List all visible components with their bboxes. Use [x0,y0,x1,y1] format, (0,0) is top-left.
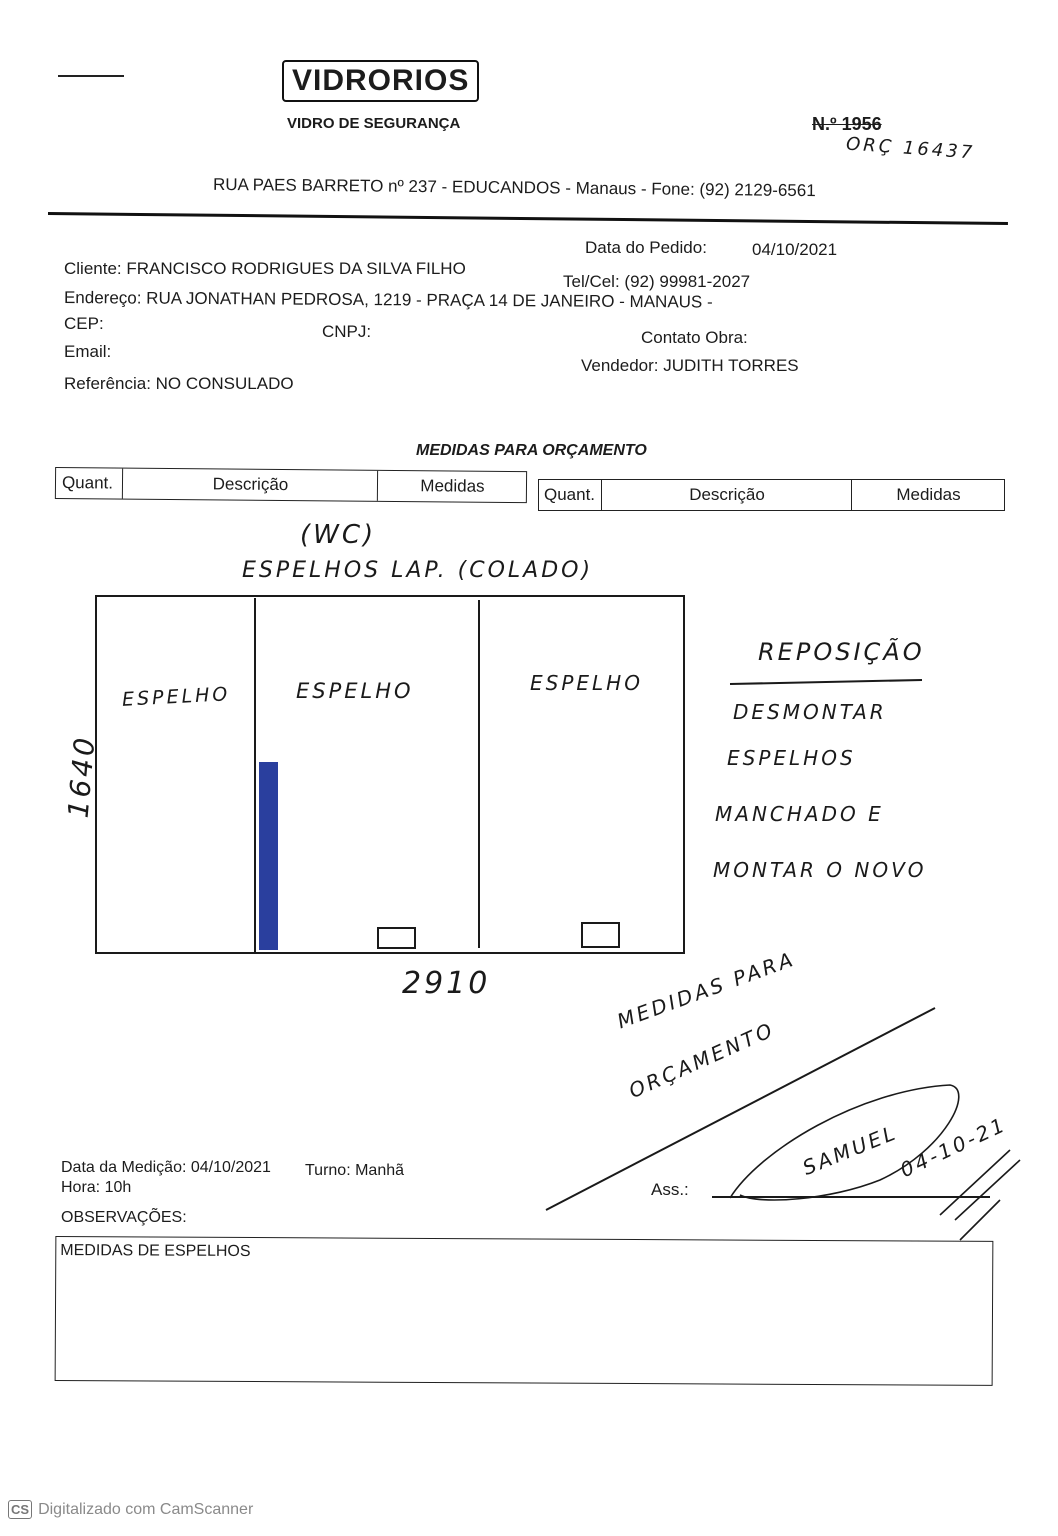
header-medidas: Medidas [851,480,1005,510]
header-descricao: Descrição [122,469,378,501]
telcel-field: Tel/Cel: (92) 99981-2027 [563,272,751,291]
signature-date: 04-10-21 [896,1111,1011,1183]
vendedor-field: Vendedor: JUDITH TORRES [581,356,799,375]
stamp-line-2: ORÇAMENTO [625,1017,779,1103]
outlet-box-2 [582,923,619,947]
signature-name: SAMUEL [799,1120,901,1180]
cliente-field: Cliente: FRANCISCO RODRIGUES DA SILVA FILHO [64,259,466,278]
company-tagline: VIDRO DE SEGURANÇA [287,115,461,132]
stamp-line-1: MEDIDAS PARA [613,946,799,1034]
camscanner-logo: CS [8,1500,32,1519]
cep-field: CEP: [64,314,104,333]
panel-label-3: ESPELHO [530,671,643,695]
data-medicao-field: Data da Medição: 04/10/2021 [61,1159,271,1176]
company-logo: VIDRORIOS [282,60,479,102]
orc-number: ORÇ 16437 [845,133,976,164]
turno-field: Turno: Manhã [305,1162,405,1179]
data-pedido-value: 04/10/2021 [752,240,838,259]
note-line-2: DESMONTAR [733,700,887,724]
observacoes-box [55,1236,994,1386]
panel-label-1: ESPELHO [121,683,231,711]
scanner-watermark [8,1500,253,1519]
note-line-1: REPOSIÇÃO [758,638,925,666]
contato-field: Contato Obra: [641,328,748,347]
note-underline [730,680,922,684]
header-quant: Quant. [544,485,596,504]
note-line-5: MONTAR O NOVO [713,858,927,882]
mirror-outline [96,596,684,953]
stain-mark [259,762,278,950]
note-line-4: MANCHADO E [715,802,884,826]
width-dimension: 2910 [402,966,491,1001]
form-number: N.º 1956 [812,114,882,134]
observacoes-text: MEDIDAS DE ESPELHOS [60,1242,251,1261]
email-field: Email: [64,342,112,361]
company-address: RUA PAES BARRETO nº 237 - EDUCANDOS - Manaus - Fone: (92) 2129-6561 [212,174,816,201]
outlet-box-1 [378,928,415,948]
signature-mark [730,1085,1020,1240]
hora-field: Hora: 10h [61,1179,132,1196]
ass-label: Ass.: [651,1180,689,1199]
referencia-field: Referência: NO CONSULADO [64,374,294,393]
height-dimension: 1640 [61,733,102,820]
endereco-field: Endereço: RUA JONATHAN PEDROSA, 1219 - PRAÇA 14 DE JANEIRO - MANAUS - [63,288,713,312]
cnpj-field: CNPJ: [322,322,372,341]
header-descricao: Descrição [601,480,852,510]
sketch-description: ESPELHOS LAP. (COLADO) [242,558,594,583]
table-title: MEDIDAS PARA ORÇAMENTO [416,442,647,459]
note-line-3: ESPELHOS [727,746,856,770]
header-medidas: Medidas [377,471,527,502]
observacoes-label: OBSERVAÇÕES: [61,1209,187,1226]
panel-label-2: ESPELHO [296,679,414,703]
scanner-text: Digitalizado com CamScanner [38,1500,254,1518]
header-quant: Quant. [61,473,114,493]
data-pedido-label: Data do Pedido: [585,238,707,257]
sketch-location: (WC) [300,520,377,550]
